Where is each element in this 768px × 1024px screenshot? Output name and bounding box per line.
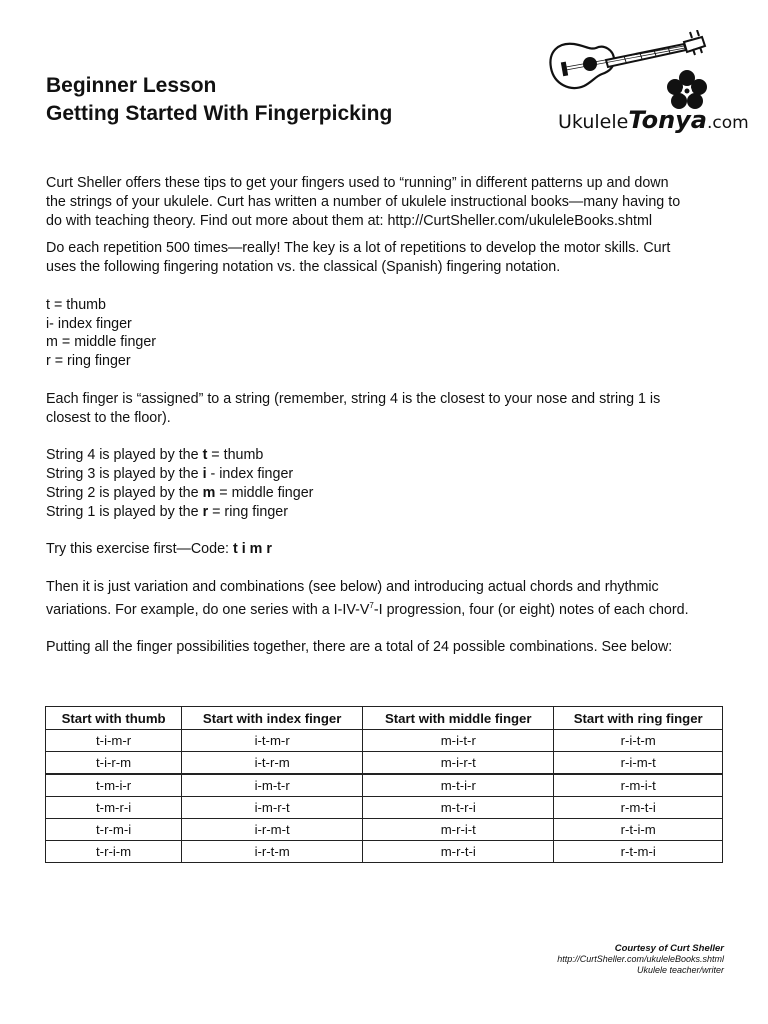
page-title [46, 72, 392, 128]
assign-paragraph: Each finger is “assigned” to a string (remember, string 4 is the closest to your nose and string 1 is closest to the floor). [46, 390, 661, 426]
table-cell: r-m-t-i [554, 797, 723, 819]
string-assignment: String 3 is played by the i - index finger [46, 465, 294, 482]
logo-part-com: .com [707, 113, 749, 133]
column-header: Start with index finger [182, 707, 363, 730]
table-cell: m-r-i-t [363, 819, 554, 841]
credit-url: http://CurtSheller.com/ukuleleBooks.shtml [557, 954, 724, 964]
table-cell: i-r-m-t [182, 819, 363, 841]
table-row [46, 752, 723, 775]
logo-part-tonya: Tonya [628, 106, 708, 134]
table-cell: r-i-t-m [554, 730, 723, 752]
table-cell: t-i-r-m [46, 752, 182, 775]
title-line-2: Getting Started With Fingerpicking [46, 102, 393, 125]
table-cell: i-t-r-m [182, 752, 363, 775]
logo-part-ukulele: Ukulele [558, 111, 629, 133]
table-cell: m-i-r-t [363, 752, 554, 775]
notation-item: i- index finger [46, 315, 132, 332]
string-assignment-list [46, 446, 726, 521]
table-cell: t-m-r-i [46, 797, 182, 819]
table-cell: r-m-i-t [554, 774, 723, 797]
ukulele-tonya-logo [544, 30, 749, 140]
table-row [46, 819, 723, 841]
table-cell: t-i-m-r [46, 730, 182, 752]
string-assignment: String 4 is played by the t = thumb [46, 447, 264, 464]
logo-wordmark [558, 106, 749, 134]
intro-paragraph-1: Curt Sheller offers these tips to get your fingers used to “running” in different patterns up and down the strings of your ukulele. Curt has written a number of ukulele instructional books—many having to do with teaching theory. Find out more about them at: http://CurtSheller.com/ukuleleBooks.shtml [46, 175, 681, 229]
string-assignment: String 2 is played by the m = middle finger [46, 484, 314, 501]
table-row [46, 797, 723, 819]
column-header: Start with ring finger [554, 707, 723, 730]
title-line-1: Beginner Lesson [46, 74, 217, 97]
table-row [46, 774, 723, 797]
table-cell: t-r-i-m [46, 841, 182, 863]
notation-list [46, 296, 726, 371]
table-row [46, 841, 723, 863]
notation-item: r = ring finger [46, 353, 131, 370]
exercise-code: t i m r [232, 541, 272, 558]
notation-item: m = middle finger [46, 334, 157, 351]
intro-paragraph-2: Do each repetition 500 times—really! The key is a lot of repetitions to develop the motor skills. Curt uses the following fingering notation vs. the classical (Spanish) fingering notation. [46, 240, 671, 276]
credit-block [557, 943, 724, 976]
table-cell: m-t-i-r [363, 774, 554, 797]
variation-paragraph: Then it is just variation and combinations (see below) and introducing actual chords and rhythmic variations. For example, do one series with a $I-IV-V^7-I$ progression, four (or eight) notes of each chord. [46, 578, 689, 618]
table-cell: r-t-m-i [554, 841, 723, 863]
table-cell: i-t-m-r [182, 730, 363, 752]
string-assignment: String 1 is played by the r = ring finger [46, 503, 289, 520]
column-header: Start with thumb [46, 707, 182, 730]
table-header-row [46, 707, 723, 730]
table-cell: m-i-t-r [363, 730, 554, 752]
table-cell: t-m-i-r [46, 774, 182, 797]
lesson-body [46, 174, 726, 675]
table-cell: m-t-r-i [363, 797, 554, 819]
combinations-intro: Putting all the finger possibilities together, there are a total of 24 possible combinations. See below: [46, 638, 673, 655]
column-header: Start with middle finger [363, 707, 554, 730]
credit-courtesy: Courtesy of Curt Sheller [614, 943, 724, 954]
credit-role: Ukulele teacher/writer [636, 965, 724, 975]
table-cell: r-t-i-m [554, 819, 723, 841]
table-cell: i-m-r-t [182, 797, 363, 819]
table-cell: i-m-t-r [182, 774, 363, 797]
table-cell: m-r-t-i [363, 841, 554, 863]
combinations-table [45, 706, 723, 863]
table-cell: r-i-m-t [554, 752, 723, 775]
table-cell: i-r-t-m [182, 841, 363, 863]
table-row [46, 730, 723, 752]
table-cell: t-r-m-i [46, 819, 182, 841]
exercise-line: Try this exercise first—Code: t i m r [46, 541, 272, 558]
notation-item: t = thumb [46, 296, 107, 313]
